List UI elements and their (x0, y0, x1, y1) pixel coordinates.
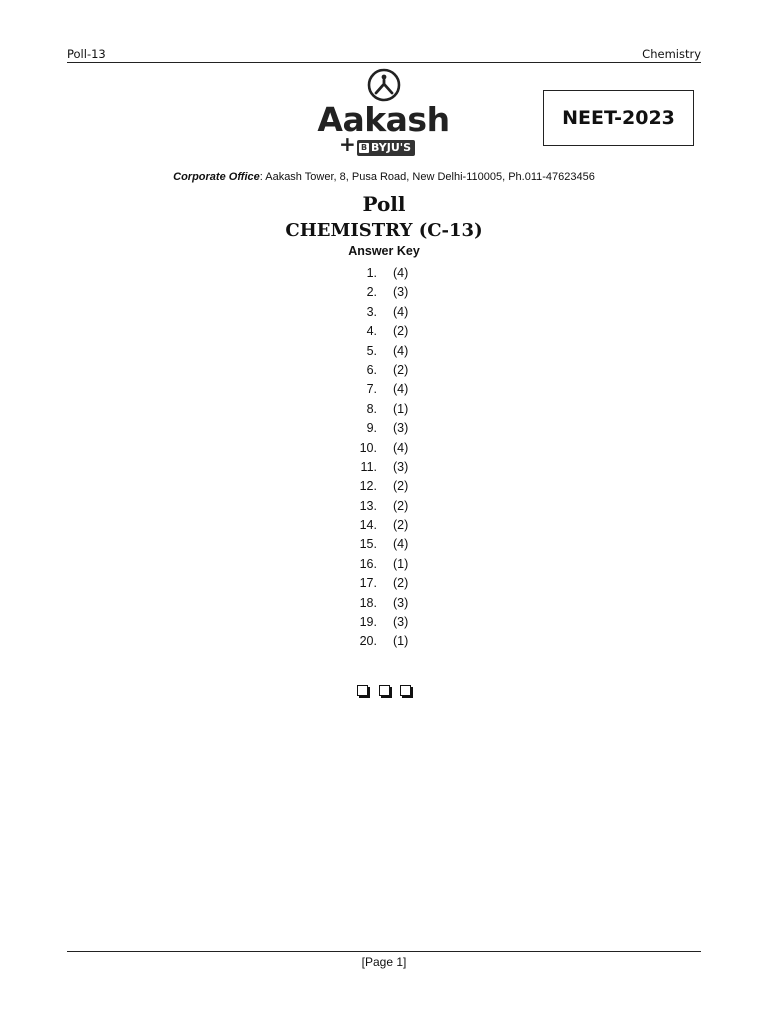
answer-row (340, 361, 460, 380)
answer-row (340, 419, 460, 438)
answer-row (340, 303, 460, 322)
checkbox-mark-icon (400, 685, 411, 696)
answer-option: (1) (393, 556, 409, 571)
question-number: 3. (366, 304, 377, 319)
answer-option: (3) (393, 285, 409, 300)
answer-option: (2) (393, 362, 409, 377)
answer-option: (1) (393, 634, 409, 649)
exam-badge: NEET-2023 (543, 90, 694, 146)
answer-row (340, 342, 460, 361)
answer-option: (2) (393, 479, 409, 494)
logo-brand-text: Aakash (317, 100, 450, 139)
answer-option: (2) (393, 324, 409, 339)
checkbox-mark-icon (357, 685, 368, 696)
answer-row (340, 516, 460, 535)
question-number: 10. (359, 440, 377, 455)
answer-key-heading: Answer Key (348, 244, 420, 258)
answer-row (340, 380, 460, 399)
answer-row (340, 477, 460, 496)
answer-option: (4) (393, 343, 409, 358)
answer-option: (2) (393, 518, 409, 533)
question-number: 18. (359, 595, 377, 610)
question-number: 8. (366, 401, 377, 416)
answer-row (340, 613, 460, 632)
question-number: 11. (360, 459, 377, 474)
page-number: [Page 1] (361, 955, 407, 969)
checkbox-mark-icon (379, 685, 390, 696)
question-number: 19. (359, 615, 377, 630)
corporate-office-address: : Aakash Tower, 8, Pusa Road, New Delhi-110005, Ph.011-47623456 (259, 171, 595, 183)
answer-option: (2) (393, 576, 409, 591)
corporate-office-line (0, 171, 768, 183)
answer-option: (4) (393, 304, 409, 319)
page-header (67, 46, 701, 63)
logo-plus-sign: + (339, 132, 356, 156)
answer-option: (1) (393, 401, 409, 416)
answer-option: (4) (393, 382, 409, 397)
answer-option: (3) (393, 421, 409, 436)
question-number: 6. (366, 362, 377, 377)
answer-row (340, 458, 460, 477)
answer-row (340, 594, 460, 613)
answer-row (340, 439, 460, 458)
answer-row (340, 322, 460, 341)
answer-list (340, 264, 460, 652)
question-number: 14. (359, 518, 377, 533)
question-number: 5. (366, 343, 377, 358)
subject-title: CHEMISTRY (C-13) (285, 220, 483, 241)
question-number: 16. (359, 556, 377, 571)
byjus-badge (357, 140, 415, 156)
answer-option: (3) (393, 615, 409, 630)
answer-option: (4) (393, 537, 409, 552)
answer-row (340, 555, 460, 574)
header-poll-label: Poll-13 (67, 47, 106, 61)
question-number: 15. (359, 537, 377, 552)
answer-row (340, 264, 460, 283)
question-number: 2. (366, 285, 377, 300)
answer-row (340, 400, 460, 419)
question-number: 20. (359, 634, 377, 649)
aakash-emblem-icon (367, 68, 401, 102)
question-number: 1. (366, 266, 377, 280)
answer-option: (2) (393, 498, 409, 513)
document-title: Poll (362, 192, 406, 216)
answer-row (340, 574, 460, 593)
header-subject-label: Chemistry (642, 47, 701, 61)
answer-row (340, 535, 460, 554)
byjus-text: BYJU'S (371, 141, 412, 154)
answer-row (340, 632, 460, 651)
answer-option: (3) (393, 459, 409, 474)
answer-option: (4) (393, 266, 409, 280)
question-number: 7. (366, 382, 377, 397)
question-number: 17. (359, 576, 377, 591)
question-number: 13. (359, 498, 377, 513)
question-number: 12. (359, 479, 377, 494)
answer-row (340, 497, 460, 516)
answer-option: (4) (393, 440, 409, 455)
footer-divider (67, 951, 701, 952)
answer-row (340, 283, 460, 302)
aakash-byjus-logo (317, 68, 450, 158)
answer-option: (3) (393, 595, 409, 610)
byjus-mark-icon: B (360, 143, 368, 152)
corporate-office-label: Corporate Office (173, 171, 260, 183)
question-number: 4. (366, 324, 377, 339)
end-marks (0, 683, 768, 701)
question-number: 9. (366, 421, 377, 436)
